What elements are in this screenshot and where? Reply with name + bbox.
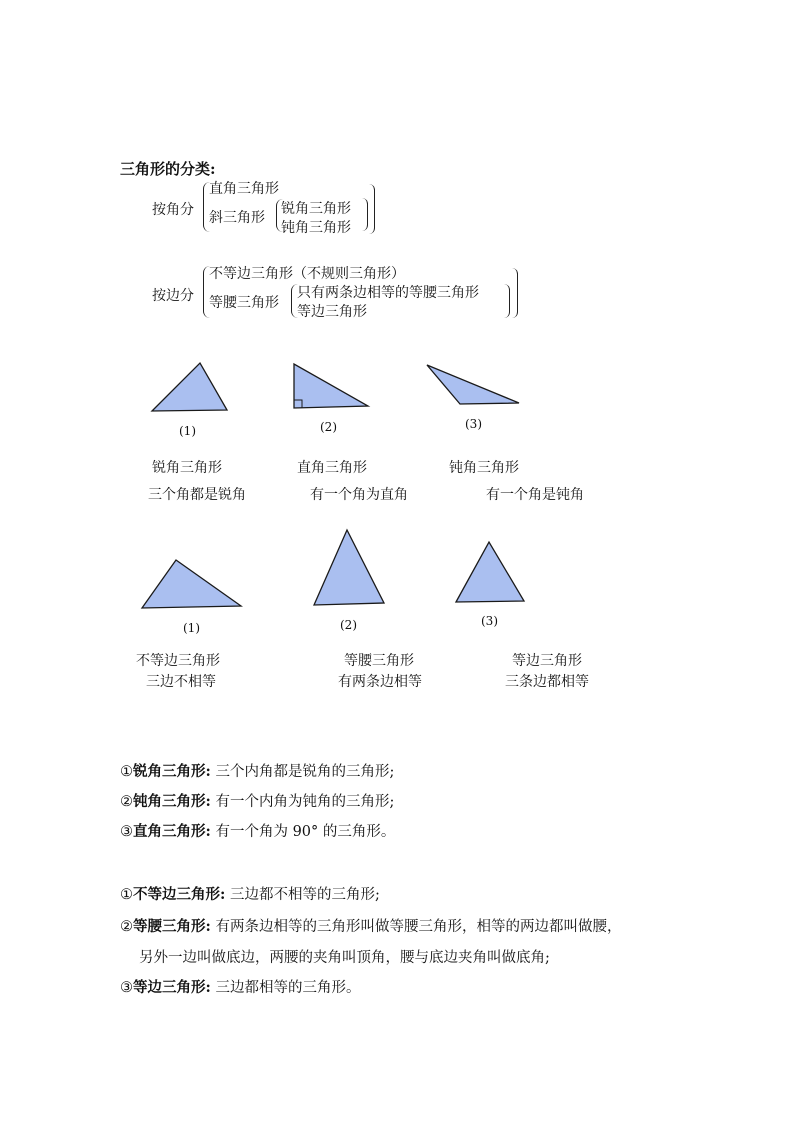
- right-triangle-shape: [294, 364, 368, 408]
- definition-term: 钝角三角形: [133, 793, 206, 810]
- figure-number: (2): [320, 420, 337, 434]
- figure-desc: 三边不相等: [146, 674, 216, 690]
- definition-colon: :: [205, 793, 211, 810]
- figure-number: (3): [481, 614, 498, 628]
- scalene-triangle-shape: [142, 560, 241, 608]
- definition-term: 直角三角形: [133, 823, 206, 840]
- section-title: 三角形的分类:: [120, 160, 216, 178]
- definition-mark: ③: [120, 824, 133, 840]
- figure-desc: 有一个角为直角: [310, 487, 408, 503]
- definition-mark: ①: [120, 887, 133, 903]
- iso-only-two-item: 只有两条边相等的等腰三角形: [297, 285, 479, 301]
- definition-term: 等边三角形: [133, 979, 206, 996]
- definition-text: 有一个内角为钝角的三角形;: [215, 794, 395, 810]
- definition-mark: ①: [120, 764, 133, 780]
- definition-text: 三边都相等的三角形。: [215, 980, 361, 996]
- definition-line: [120, 915, 621, 936]
- figure-number: (3): [465, 417, 482, 431]
- definition-line: [120, 883, 380, 904]
- definition-continuation: 另外一边叫做底边，两腰的夹角叫顶角，腰与底边夹角叫做底角;: [139, 950, 550, 966]
- figure-name: 直角三角形: [297, 460, 367, 476]
- figure-name: 锐角三角形: [152, 460, 222, 476]
- oblique-triangle-item: 斜三角形: [209, 210, 265, 226]
- figure-desc: 有一个角是钝角: [486, 487, 584, 503]
- definition-term: 等腰三角形: [133, 918, 206, 935]
- definition-colon: :: [205, 918, 211, 935]
- definition-line: [120, 976, 360, 997]
- figure-name: 不等边三角形: [136, 653, 220, 669]
- acute-triangle-item: 锐角三角形: [281, 201, 351, 217]
- obtuse-triangle-item: 钝角三角形: [281, 220, 351, 236]
- definition-term: 锐角三角形: [133, 763, 206, 780]
- figure-number: (2): [340, 618, 357, 632]
- figure-name: 钝角三角形: [449, 460, 519, 476]
- right-triangle-item: 直角三角形: [209, 181, 279, 197]
- definition-mark: ②: [120, 794, 133, 810]
- figure-desc: 三个角都是锐角: [148, 487, 246, 503]
- isosceles-triangle-shape: [314, 530, 384, 605]
- definition-colon: :: [205, 823, 211, 840]
- definition-term: 不等边三角形: [133, 886, 220, 903]
- definition-colon: :: [205, 763, 211, 780]
- definition-line: [120, 790, 394, 811]
- figure-name: 等边三角形: [512, 653, 582, 669]
- acute-triangle-shape: [152, 363, 227, 411]
- figure-name: 等腰三角形: [344, 653, 414, 669]
- definition-text: 三边都不相等的三角形;: [229, 887, 380, 903]
- definition-colon: :: [205, 979, 211, 996]
- figure-number: (1): [183, 621, 200, 635]
- definition-mark: ③: [120, 980, 133, 996]
- definition-mark: ②: [120, 919, 133, 935]
- figure-desc: 三条边都相等: [505, 674, 589, 690]
- by-side-label: 按边分: [152, 288, 194, 304]
- definition-text: 有一个角为 90° 的三角形。: [215, 824, 396, 840]
- equilateral-item: 等边三角形: [297, 304, 367, 320]
- definition-line: [120, 760, 394, 781]
- scalene-item: 不等边三角形（不规则三角形）: [209, 266, 405, 282]
- obtuse-triangle-shape: [427, 365, 519, 404]
- definition-colon: :: [220, 886, 226, 903]
- equilateral-triangle-shape: [456, 542, 524, 602]
- isosceles-item: 等腰三角形: [209, 295, 279, 311]
- definition-text: 有两条边相等的三角形叫做等腰三角形，相等的两边都叫做腰，: [215, 919, 622, 935]
- figure-number: (1): [179, 424, 196, 438]
- definition-line: [120, 820, 395, 841]
- figure-desc: 有两条边相等: [338, 674, 422, 690]
- definition-text: 三个内角都是锐角的三角形;: [215, 764, 395, 780]
- by-angle-label: 按角分: [152, 202, 194, 218]
